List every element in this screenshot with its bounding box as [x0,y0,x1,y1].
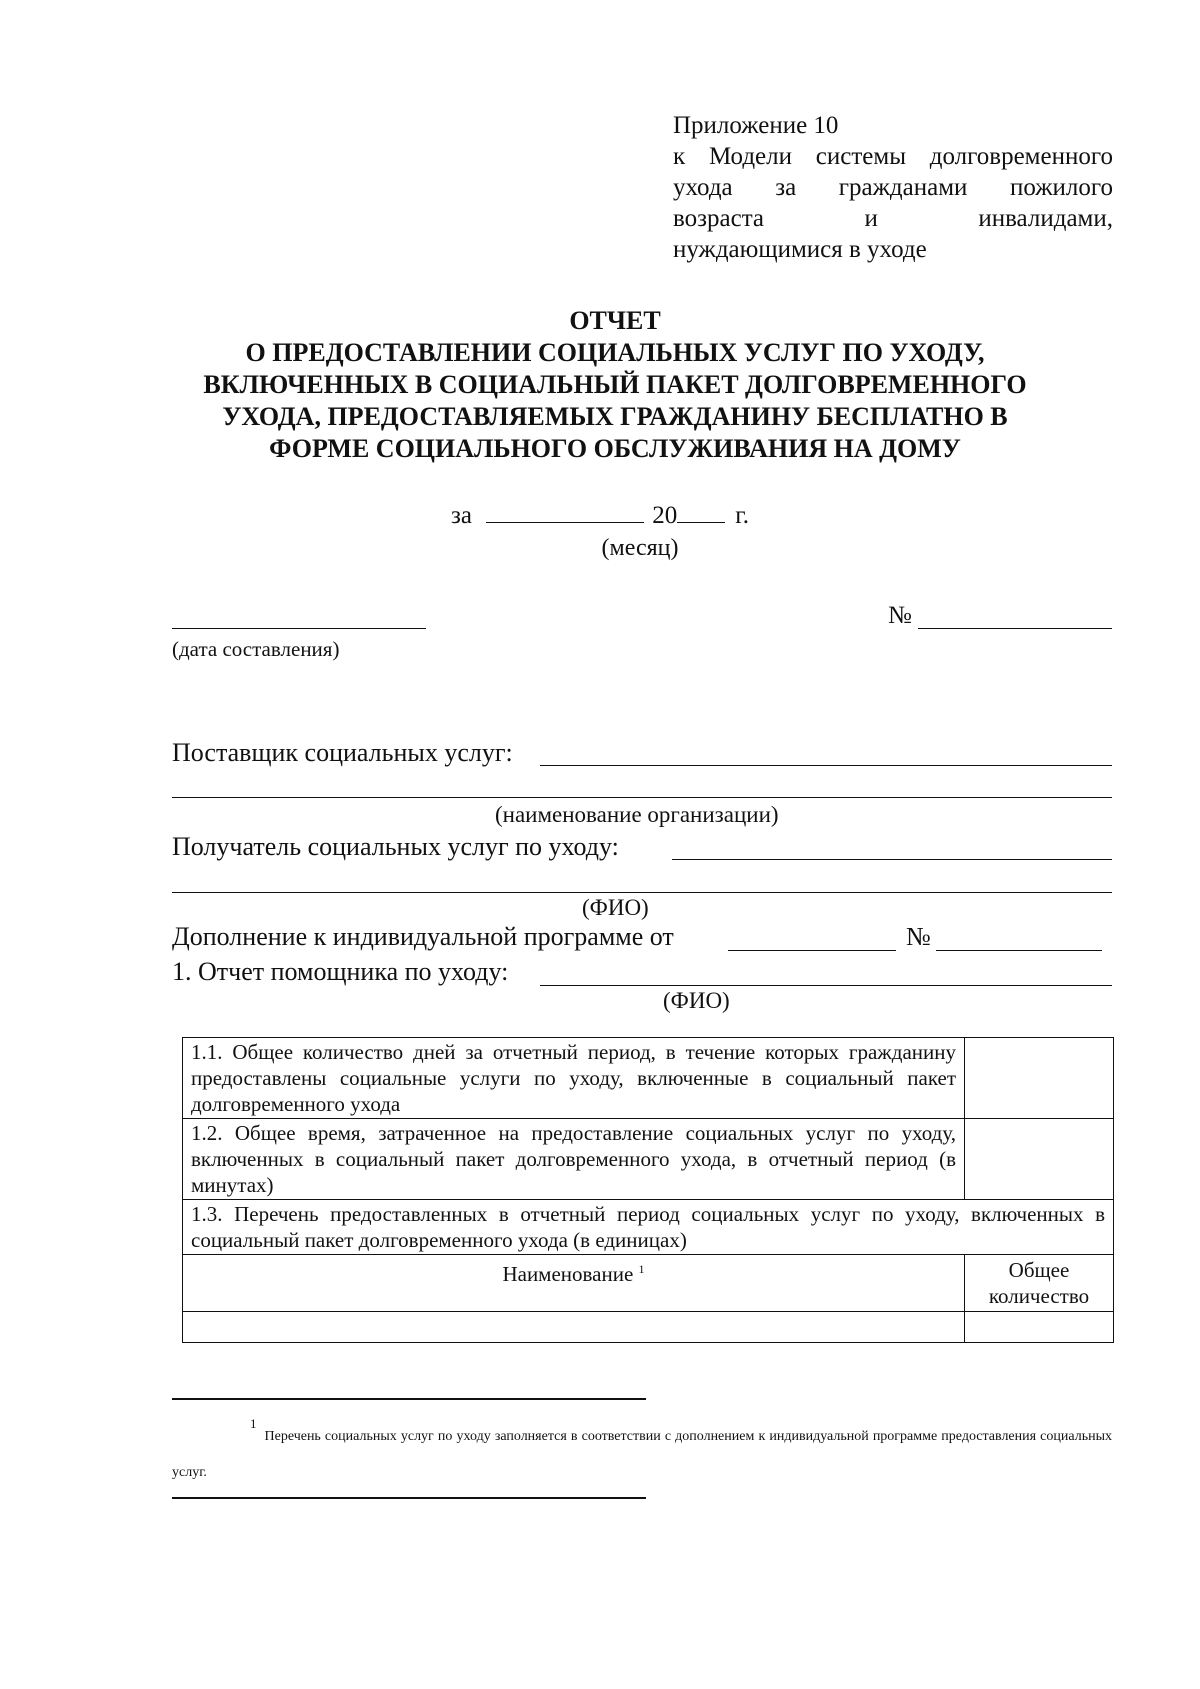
month-blank[interactable] [486,500,644,523]
footnote-text: Перечень социальных услуг по уходу заполняется в соответствии с дополнением к индивидуальной программе предоставления социальных услуг. [172,1429,1112,1480]
annex-line: возраста и инвалидами, [673,205,1113,232]
table-row [183,1119,1114,1200]
service-name-cell[interactable] [183,1312,965,1343]
date-blank[interactable] [172,628,426,629]
number-label: № [888,602,912,629]
recipient-caption: (ФИО) [582,895,649,920]
period-line [0,500,1200,531]
title-line: ВКЛЮЧЕННЫХ В СОЦИАЛЬНЫЙ ПАКЕТ ДОЛГОВРЕМЕННОГО [203,370,1027,399]
col-total-label: количество [988,1284,1090,1308]
provider-label: Поставщик социальных услуг: [172,738,513,767]
table-row [183,1312,1114,1343]
report-table [182,1037,1114,1343]
annex-line: Приложение 10 [673,112,839,139]
table-row [183,1200,1114,1255]
title-line: УХОДА, ПРЕДОСТАВЛЯЕМЫХ ГРАЖДАНИНУ БЕСПЛАТНО В [222,402,1008,431]
year-suffix: г. [735,502,749,529]
row-1-2-value-cell[interactable] [965,1119,1114,1200]
recipient-blank[interactable] [672,859,1112,860]
row-1-1-value-cell[interactable] [965,1038,1114,1119]
date-caption: (дата составления) [172,637,340,661]
supplement-number-blank[interactable] [936,950,1102,951]
period-prefix: за [451,502,473,529]
title-line: ОТЧЕТ [569,306,661,335]
row-1-3-text: 1.3. Перечень предоставленных в отчетный период социальных услуг по уходу, включенных в социальный пакет долговременного ухода (в единицах) [183,1200,1114,1255]
annex-line: нуждающимися в уходе [673,236,927,263]
provider-blank-2[interactable] [172,797,1112,798]
annex-line: к Модели системы долговременного [673,143,1113,170]
assistant-blank[interactable] [540,985,1112,986]
title-line: О ПРЕДОСТАВЛЕНИИ СОЦИАЛЬНЫХ УСЛУГ ПО УХОДУ, [245,338,985,367]
recipient-blank-2[interactable] [172,892,1112,893]
service-count-cell[interactable] [965,1312,1114,1343]
col-total-header [965,1255,1114,1312]
title-line: ФОРМЕ СОЦИАЛЬНОГО ОБСЛУЖИВАНИЯ НА ДОМУ [269,434,961,463]
footnote-mark: 1 [250,1416,257,1431]
row-1-1-text: 1.1. Общее количество дней за отчетный период, в течение которых гражданину предоставлены социальные услуги по уходу, включенные в социальный пакет долговременного ухода [183,1038,965,1119]
footnote-bottom-rule [172,1497,646,1499]
supplement-label: Дополнение к индивидуальной программе от [172,922,674,951]
col-name-header [183,1255,965,1312]
annex-block [673,110,1113,265]
report-title [150,305,1080,465]
col-total-label: Общее [1008,1258,1070,1282]
footnote [172,1418,1112,1491]
footnote-separator [172,1398,646,1400]
supplement-date-blank[interactable] [728,950,896,951]
provider-blank[interactable] [540,765,1112,766]
assistant-caption: (ФИО) [663,988,730,1013]
annex-line: ухода за гражданами пожилого [673,174,1113,201]
recipient-label: Получатель социальных услуг по уходу: [172,832,619,861]
row-1-2-text: 1.2. Общее время, затраченное на предоставление социальных услуг по уходу, включенных в социальный пакет долговременного ухода, в отчетный период (в минутах) [183,1119,965,1200]
assistant-label: 1. Отчет помощника по уходу: [172,957,509,986]
table-header-row [183,1255,1114,1312]
year-blank[interactable] [677,500,725,523]
month-caption: (месяц) [601,535,679,561]
supplement-number-label: № [906,922,931,951]
number-blank[interactable] [918,628,1112,629]
year-prefix: 20 [652,502,678,529]
provider-caption: (наименование организации) [495,802,779,827]
table-row [183,1038,1114,1119]
footnote-ref: 1 [638,1262,645,1276]
col-name-label: Наименование [502,1262,634,1286]
